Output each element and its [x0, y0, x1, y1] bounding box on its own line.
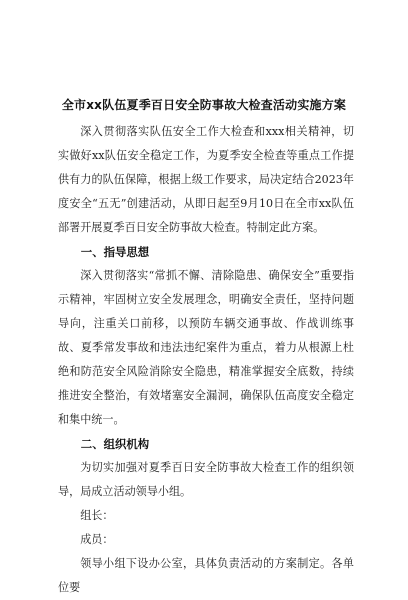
section-heading-guiding-thought: 一、指导思想 [80, 245, 150, 259]
organization-paragraph: 为切实加强对夏季百日安全防事故大检查工作的组织领导，局成立活动领导小组。 [58, 461, 354, 498]
document-title: 全市xx队伍夏季百日安全防事故大检查活动实施方案 [61, 98, 347, 112]
guiding-thought-paragraph: 深入贯彻落实“常抓不懈、清除隐患、确保安全”重要指示精神，牢固树立安全发展理念，明确安全责任，坚持问题导向，注重关口前移，以预防车辆交通事故、作战训练事故、夏季常发事故和违法违纪案件为重点，着力从根源上杜绝和防范安全风险消除安全隐患，精准掌握安全底数，持续推进安全整治，有效堵塞安全漏洞，确保队伍高度安全稳定和集中统一。 [58, 269, 354, 426]
members-label: 成员： [80, 533, 114, 546]
intro-paragraph: 深入贯彻落实队伍安全工作大检查和xxx相关精神，切实做好xx队伍安全稳定工作，为夏季安全检查等重点工作提供有力的队伍保障，根据上级工作要求，局决定结合2023年度安全“五无”创建活动，从即日起至9月10日在全市xx队伍部署开展夏季百日安全防事故大检查。特制定此方案。 [58, 125, 354, 234]
leader-label: 组长： [80, 509, 114, 522]
document-body [58, 120, 354, 600]
office-paragraph: 领导小组下设办公室，具体负责活动的方案制定。各单位要 [58, 557, 354, 594]
section-heading-organization: 二、组织机构 [80, 437, 150, 451]
